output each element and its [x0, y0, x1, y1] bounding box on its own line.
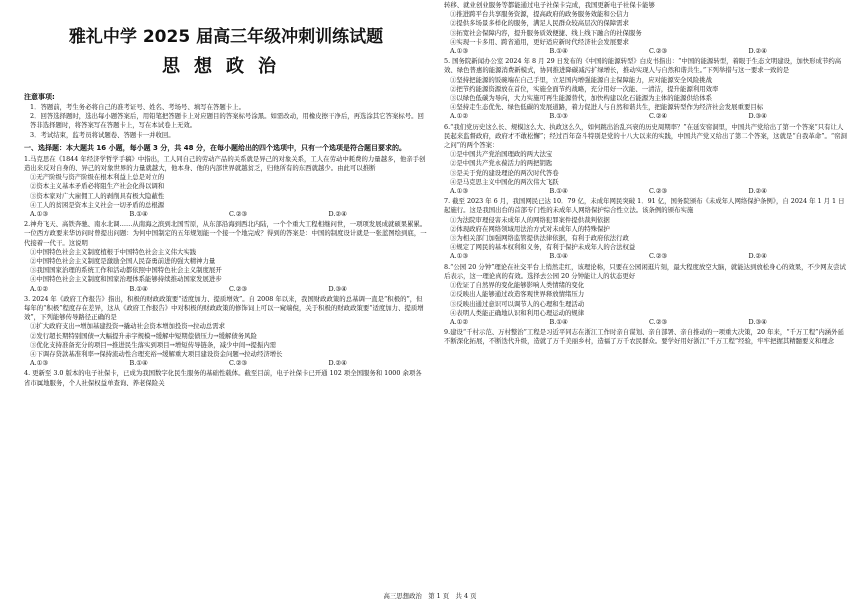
- answer-options: [24, 359, 428, 368]
- question-statement: ②体现政府在网络领域用法治方式对未成年人的特殊保护: [450, 224, 610, 233]
- question-statement: ②是中国共产党永葆活力的两把钥匙: [450, 159, 553, 168]
- answer-option[interactable]: D.②④: [748, 187, 767, 196]
- answer-option[interactable]: B.①④: [549, 47, 568, 56]
- question-statement: ①无产阶级与资产阶级在根本利益上总是对立的: [30, 173, 165, 182]
- answer-options: [444, 47, 848, 56]
- answer-option[interactable]: B.①④: [549, 187, 568, 196]
- question-block: [444, 197, 848, 261]
- question-statement: ①佐证了自然界的变化能够影响人类情绪的变化: [450, 281, 585, 290]
- answer-option[interactable]: A.①③: [450, 187, 469, 196]
- answer-option[interactable]: A.①②: [450, 112, 469, 121]
- question-statement: ④中国特色社会主义制度和国家治理体系能够持续推动国家发展进步: [30, 275, 222, 284]
- question-statement: ②把节约能源资源放在首位，实施全面节约战略，充分用好一次能、一清洁，提升能源利用效率: [450, 84, 719, 93]
- answer-option[interactable]: B.①④: [549, 252, 568, 261]
- answer-option[interactable]: A.①③: [450, 47, 469, 56]
- notice-item: 1．答题前，考生务必将自己的准考证号、姓名、考场号、填写在答题卡上。: [30, 103, 245, 111]
- answer-options: [444, 187, 848, 196]
- right-column: [444, 0, 848, 585]
- question-block: [444, 57, 848, 121]
- answer-option[interactable]: B.①④: [549, 317, 568, 326]
- question-statement: ②资本主义基本矛盾必将阻生产社会化得以调和: [30, 182, 165, 191]
- answer-option[interactable]: C.②③: [649, 47, 668, 56]
- answer-option[interactable]: D.②④: [328, 210, 347, 219]
- subject-title: 思想政治: [162, 56, 290, 77]
- question-block: [24, 295, 428, 369]
- question-statement: ④坚持走生态优先、绿色低碳的发展道路，着力促进人与自然和谐共生，把能源转型作为经济社会发展重要目标: [450, 103, 764, 112]
- answer-options: [444, 252, 848, 261]
- question-statement: ④表明人类能正确地认识和利用心理运动的规律: [450, 308, 585, 317]
- answer-option[interactable]: D.③④: [748, 317, 767, 326]
- question-block: [444, 123, 848, 197]
- answer-option[interactable]: D.③④: [748, 112, 767, 121]
- question-stem: 1.马克思在《1844 年经济学哲学手稿》中指出，工人同自己的劳动产品的关系就是异己的对象关系，工人在劳动中耗费的力量越多，他亲手创造出来反对自身的、异己的对象世界的力量就越大，他本身、他的内部世界就越贫乏，归他所有的东西就越少。由此可以推断: [24, 154, 426, 173]
- answer-option[interactable]: D.②④: [748, 47, 767, 56]
- question-statement: ③拓宽社会保障内容，提升服务质效便捷、线上线下融合的社保服务: [450, 28, 642, 37]
- answer-option[interactable]: A.①③: [450, 252, 469, 261]
- question-stem: 6.“我们党历史这么长、规模这么大、执政这么久，如何跳出治乱兴衰的历史周期率？”在延安窑洞里，中国共产党给出了第一个答案“只有让人民起来监督政府，政府才不敢松懈”；经过百年奋斗特别是党的十八大以来的实践，中国共产党又给出了第二个答案，这就是“自我革命”。“窑洞之问”的两个答案：: [444, 122, 847, 150]
- question-statement: ①为法院审理侵害未成年人的网络犯罪案件提供裁判依据: [450, 215, 610, 224]
- question-statement: ③优化支持准备充分的项目→推进民生落实到项目→增短传导链条，减少中间→提振内需: [30, 340, 277, 349]
- question-block: [24, 220, 428, 294]
- question-stem: 3. 2024 年《政府工作报告》指出，积极的财政政策要“适度加力、提质增效”。自 2008 年以来，我国财政政策的总基调一直是“积极的”，但每年的“积极”程度存在差异，这从《政府工作报告》中对积极的财政政策的修饰词上可以一窥端倪，关于积极的财政政策要“适度加力、提质增效”，下列能够传导路径正确的是: [24, 294, 424, 322]
- left-questions: [24, 155, 428, 388]
- answer-options: [24, 210, 428, 219]
- notice-item: 3．考试结束，监考员将试题卷、答题卡一并收回。: [30, 130, 175, 139]
- question-statement: ②反映出人能够通过改造客观世界释放情绪压力: [450, 290, 585, 299]
- answer-option[interactable]: C.②③: [649, 187, 668, 196]
- question-statement: ④工人的贫困是资本主义社会一切矛盾的总根源: [30, 200, 165, 209]
- question-statement: ③以绿色低碳为导向，大力实施可再生能源替代，加快构建以化石能源为主体的能源供给体系: [450, 94, 713, 103]
- question-statement: ③反映出通过意识可以调节人的心理和生理活动: [450, 299, 585, 308]
- question-statement: ④规定了网民的基本权利和义务，有利于保护未成年人的合法权益: [450, 243, 636, 252]
- question-stem: 7. 截至 2023 年 6 月，我国网民已达 10．79 亿，未成年网民突破 1．91 亿，国务院颁布《未成年人网络保护条例》，自 2024 年 1 月 1 日起施行。这是我国出台的首部专门性的未成年人网络保护综合性立法。该条例的颁布实施: [444, 197, 845, 215]
- answer-options: [24, 285, 428, 294]
- question-statement: ②发行超长期特别国债→大幅提升赤字规模→缓解中短期偿债压力→缓解债务风险: [30, 331, 257, 340]
- left-column: [24, 0, 428, 585]
- question-block: [444, 1, 848, 56]
- section-heading: 一、选择题：本大题共 16 小题，每小题 3 分，共 48 分，在每小题给出的四个选项中，只有一个选项是符合题目要求的。: [24, 143, 406, 152]
- answer-option[interactable]: C.②③: [229, 210, 248, 219]
- answer-option[interactable]: B.①④: [129, 359, 148, 368]
- question-stem: 8.“公园 20 分钟”理论在社交平台上悄然走红，该理论称，只要在公园闲逛片刻，最大程度放空大脑，就能达到放松身心的效果，不少网友尝试后表示，这一理论真的有效。选择去公园 20 分钟能让人的状态更好: [444, 262, 846, 280]
- right-questions: [444, 1, 848, 347]
- question-block: [444, 263, 848, 327]
- answer-option[interactable]: A.①③: [30, 210, 49, 219]
- question-stem: 2.神舟飞天、高铁奔驰、南水北调……从南海之滨到北国雪原，从东部沿海到西北内陆，一个个重大工程相继问世，一项项发展成就硕果累累。一位西方政要来华访问时曾提出问题：为何中国制定的五年规划能一个接一个地完成？得到的答案是：中国的制度设计就是一张蓝图绘到底，一代接着一代干。这说明: [24, 220, 427, 247]
- question-statement: ④是马克思主义中国化的两次伟大飞跃: [450, 177, 559, 186]
- question-statement: ①中国特色社会主义制度植根于中国特色社会主义伟大实践: [30, 247, 197, 256]
- answer-option[interactable]: B.①④: [129, 284, 148, 293]
- question-statement: ①坚持把能源的饭碗端在自己手里，立足国内增强能源自主保障能力，应对能源安全风险挑战: [450, 75, 713, 84]
- question-statement: ①推进跨平台共享服务资源，提高政府的政务服务效能和公信力: [450, 10, 629, 19]
- page-footer: 高三思想政治 第 1 页 共 4 页: [383, 592, 477, 600]
- answer-option[interactable]: C.②③: [649, 252, 668, 261]
- question-stem: 转移、就业创业服务等都能通过电子社保卡完成，我国更新电子社保卡能够: [444, 1, 655, 9]
- question-statement: ①扩大政府支出→增加基建投资→撬动社会资本增加投资→拉动总需求: [30, 322, 226, 331]
- question-statement: ③为相关部门加强网络监管提供法律依据，有利于政府依法行政: [450, 234, 629, 243]
- exam-title: 雅礼中学 2025 届高三年级冲刺训练试题: [68, 27, 384, 47]
- answer-option[interactable]: A.①②: [450, 317, 469, 326]
- answer-options: [444, 318, 848, 327]
- answer-option[interactable]: B.①④: [129, 210, 148, 219]
- answer-option[interactable]: C.②③: [649, 317, 668, 326]
- answer-options: [444, 112, 848, 121]
- question-statement: ①是中国共产党治国理政的两大法宝: [450, 150, 553, 159]
- answer-option[interactable]: A.①②: [30, 284, 49, 293]
- answer-option[interactable]: C.②④: [649, 112, 668, 121]
- notice-heading: 注意事项:: [24, 93, 55, 101]
- question-statement: ④下调存贷款基准利率→保持流动性合理充裕→缓解重大项目建设资金问题→拉动经济增长: [30, 350, 283, 359]
- question-statement: ③资本家对广大雇佣工人的剥削具有极大隐蔽性: [30, 191, 165, 200]
- notice-item: 2．回答选择题时，选出每小题答案后，用铅笔把答题卡上对应题目的答案标号涂黑。如需改动，用橡皮擦干净后，再选涂其它答案标号。回答非选择题时，将答案写在答题卡上，写在本试卷上无效。: [30, 112, 424, 130]
- answer-option[interactable]: A.①③: [30, 359, 49, 368]
- question-stem: 4. 更新至 3.0 版本的电子社保卡，已成为我国数字化民生服务的基础性载体。截至目前，电子社保卡已开通 102 项全国服务和 1000 余项各省市属地服务，个人社保权益单查询、养老保险关: [24, 369, 422, 387]
- question-stem: 5. 国务院新闻办公室 2024 年 8 月 29 日发布的《中国的能源转型》白皮书指出：“中国的能源转型，着眼于生态文明建设，加快形成节约高效、绿色普惠的能源消费新模式，协同推进降碳减污扩绿增长，推动实现人与自然和谐共生。”下列举措与这一要求一致的是: [444, 57, 842, 75]
- answer-option[interactable]: D.③④: [328, 284, 347, 293]
- question-block: [24, 155, 428, 219]
- answer-option[interactable]: B.①③: [549, 112, 568, 121]
- question-stem: 9.建设“千村示范、万村整治”工程是习近平同志在浙江工作时亲自谋划、亲自部署、亲自推动的一项重大决策，20 年来，“千万工程”内涵外延不断深化拓展，不断迭代升级，造就了万千美丽乡村，造福了万千农民群众。要学好用好浙江“千万工程”经验，牢牢把握其精髓要义和理念: [444, 328, 844, 346]
- answer-option[interactable]: C.②③: [229, 284, 248, 293]
- question-statement: ②提供多场景多样化的服务，满足人民群众较高层次的保障需求: [450, 19, 629, 28]
- question-statement: ②中国特色社会主义制度是激励全国人民奋勇前进的强大精神力量: [30, 257, 216, 266]
- question-block: [444, 328, 848, 346]
- answer-option[interactable]: D.②④: [748, 252, 767, 261]
- answer-option[interactable]: D.②④: [328, 359, 347, 368]
- question-statement: ④实现一卡多用、跨省通用，更好适应新时代经济社会发展要求: [450, 37, 629, 46]
- question-block: [24, 369, 428, 387]
- answer-option[interactable]: C.②③: [229, 359, 248, 368]
- question-statement: ③是关于党的建设理论的两次时代答卷: [450, 168, 559, 177]
- question-statement: ③我国国家治理的系统工作和活动都依照中国特色社会主义制度展开: [30, 266, 222, 275]
